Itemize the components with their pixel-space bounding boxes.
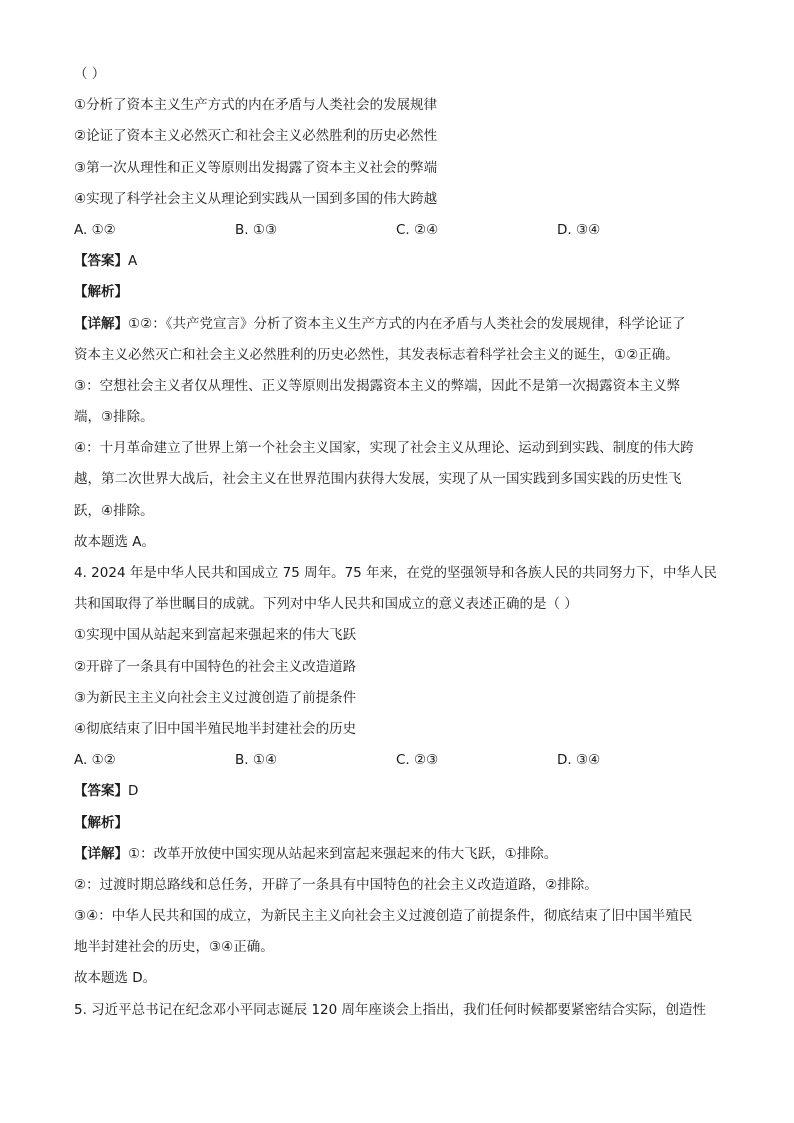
q3-options bbox=[74, 220, 724, 240]
q4-detail-line-3: ③④：中华人民共和国的成立，为新民主主义向社会主义过渡创造了前提条件，彻底结束了旧中国半殖民 bbox=[74, 908, 693, 925]
q4-answer bbox=[74, 781, 724, 801]
q3-answer-tag: 【答案】 bbox=[74, 253, 128, 270]
q4-analysis-tag: 【解析】 bbox=[74, 814, 128, 831]
q3-detail-line-1 bbox=[74, 314, 724, 334]
q4-option-b: B. ①④ bbox=[235, 752, 278, 769]
q3-detail-line-2: 资本主义必然灭亡和社会主义必然胜利的历史必然性，其发表标志着科学社会主义的诞生，①②正确。 bbox=[74, 346, 679, 363]
q4-detail-tag: 【详解】 bbox=[74, 845, 128, 862]
q3-detail-line-7: 跃，④排除。 bbox=[74, 502, 154, 519]
q4-option-c: C. ②③ bbox=[396, 752, 439, 769]
q3-item-1: ①分析了资本主义生产方式的内在矛盾与人类社会的发展规律 bbox=[74, 97, 438, 114]
q3-detail-line-4: 端，③排除。 bbox=[74, 409, 154, 426]
q4-analysis-heading bbox=[74, 813, 724, 833]
q3-analysis-tag: 【解析】 bbox=[74, 284, 128, 301]
q4-item-4: ④彻底结束了旧中国半殖民地半封建社会的历史 bbox=[74, 720, 357, 737]
document-page bbox=[74, 64, 724, 1031]
q3-item-2: ②论证了资本主义必然灭亡和社会主义必然胜利的历史必然性 bbox=[74, 128, 438, 145]
q4-item-2: ②开辟了一条具有中国特色的社会主义改造道路 bbox=[74, 658, 357, 675]
q4-detail-text-1: ①：改革开放使中国实现从站起来到富起来强起来的伟大飞跃，①排除。 bbox=[128, 845, 558, 862]
q4-detail-line-1 bbox=[74, 844, 724, 864]
q4-stem-line-2: 共和国取得了举世瞩目的成就。下列对中华人民共和国成立的意义表述正确的是（ ） bbox=[74, 596, 578, 613]
q4-conclusion: 故本题选 D。 bbox=[74, 970, 157, 987]
q4-detail-line-2: ②：过渡时期总路线和总任务，开辟了一条具有中国特色的社会主义改造道路，②排除。 bbox=[74, 876, 598, 893]
q3-item-4: ④实现了科学社会主义从理论到实践从一国到多国的伟大跨越 bbox=[74, 190, 438, 207]
q3-item-3: ③第一次从理性和正义等原则出发揭露了资本主义社会的弊端 bbox=[74, 159, 438, 176]
q3-answer bbox=[74, 251, 724, 271]
q3-detail-line-5: ④：十月革命建立了世界上第一个社会主义国家，实现了社会主义从理论、运动到到实践、制度的伟大跨 bbox=[74, 440, 694, 457]
q5-stem-line-1: 5. 习近平总书记在纪念邓小平同志诞辰 120 周年座谈会上指出，我们任何时候都要紧密结合实际，创造性 bbox=[74, 1001, 707, 1018]
q4-answer-tag: 【答案】 bbox=[74, 783, 128, 800]
q3-detail-line-6: 越，第二次世界大战后，社会主义在世界范围内获得大发展，实现了从一国实践到多国实践的历史性飞 bbox=[74, 471, 682, 488]
q3-stem-tail: （ ） bbox=[74, 66, 106, 82]
q4-detail-line-4: 地半封建社会的历史，③④正确。 bbox=[74, 939, 274, 956]
q3-analysis-heading bbox=[74, 282, 724, 302]
q4-stem-line-1: 4. 2024 年是中华人民共和国成立 75 周年。75 年来，在党的坚强领导和各族人民的共同努力下，中华人民 bbox=[74, 565, 718, 581]
q4-option-a: A. ①② bbox=[74, 752, 116, 769]
q3-option-d: D. ③④ bbox=[557, 221, 601, 238]
q3-answer-value: A bbox=[128, 253, 138, 270]
q3-detail-tag: 【详解】 bbox=[74, 315, 128, 332]
q4-item-1: ①实现中国从站起来到富起来强起来的伟大飞跃 bbox=[74, 627, 357, 644]
q4-options bbox=[74, 750, 724, 770]
q3-option-c: C. ②④ bbox=[396, 221, 439, 238]
q4-answer-value: D bbox=[128, 783, 139, 800]
q3-option-a: A. ①② bbox=[74, 221, 116, 238]
q3-detail-line-3: ③：空想社会主义者仅从理性、正义等原则出发揭露资本主义的弊端，因此不是第一次揭露资本主义弊 bbox=[74, 377, 681, 394]
q3-conclusion: 故本题选 A。 bbox=[74, 533, 156, 550]
q4-option-d: D. ③④ bbox=[557, 752, 601, 769]
q3-detail-text-1: ①②：《共产党宣言》分析了资本主义生产方式的内在矛盾与人类社会的发展规律，科学论证了 bbox=[128, 315, 686, 332]
q3-option-b: B. ①③ bbox=[235, 221, 278, 238]
q4-item-3: ③为新民主主义向社会主义过渡创造了前提条件 bbox=[74, 689, 357, 706]
